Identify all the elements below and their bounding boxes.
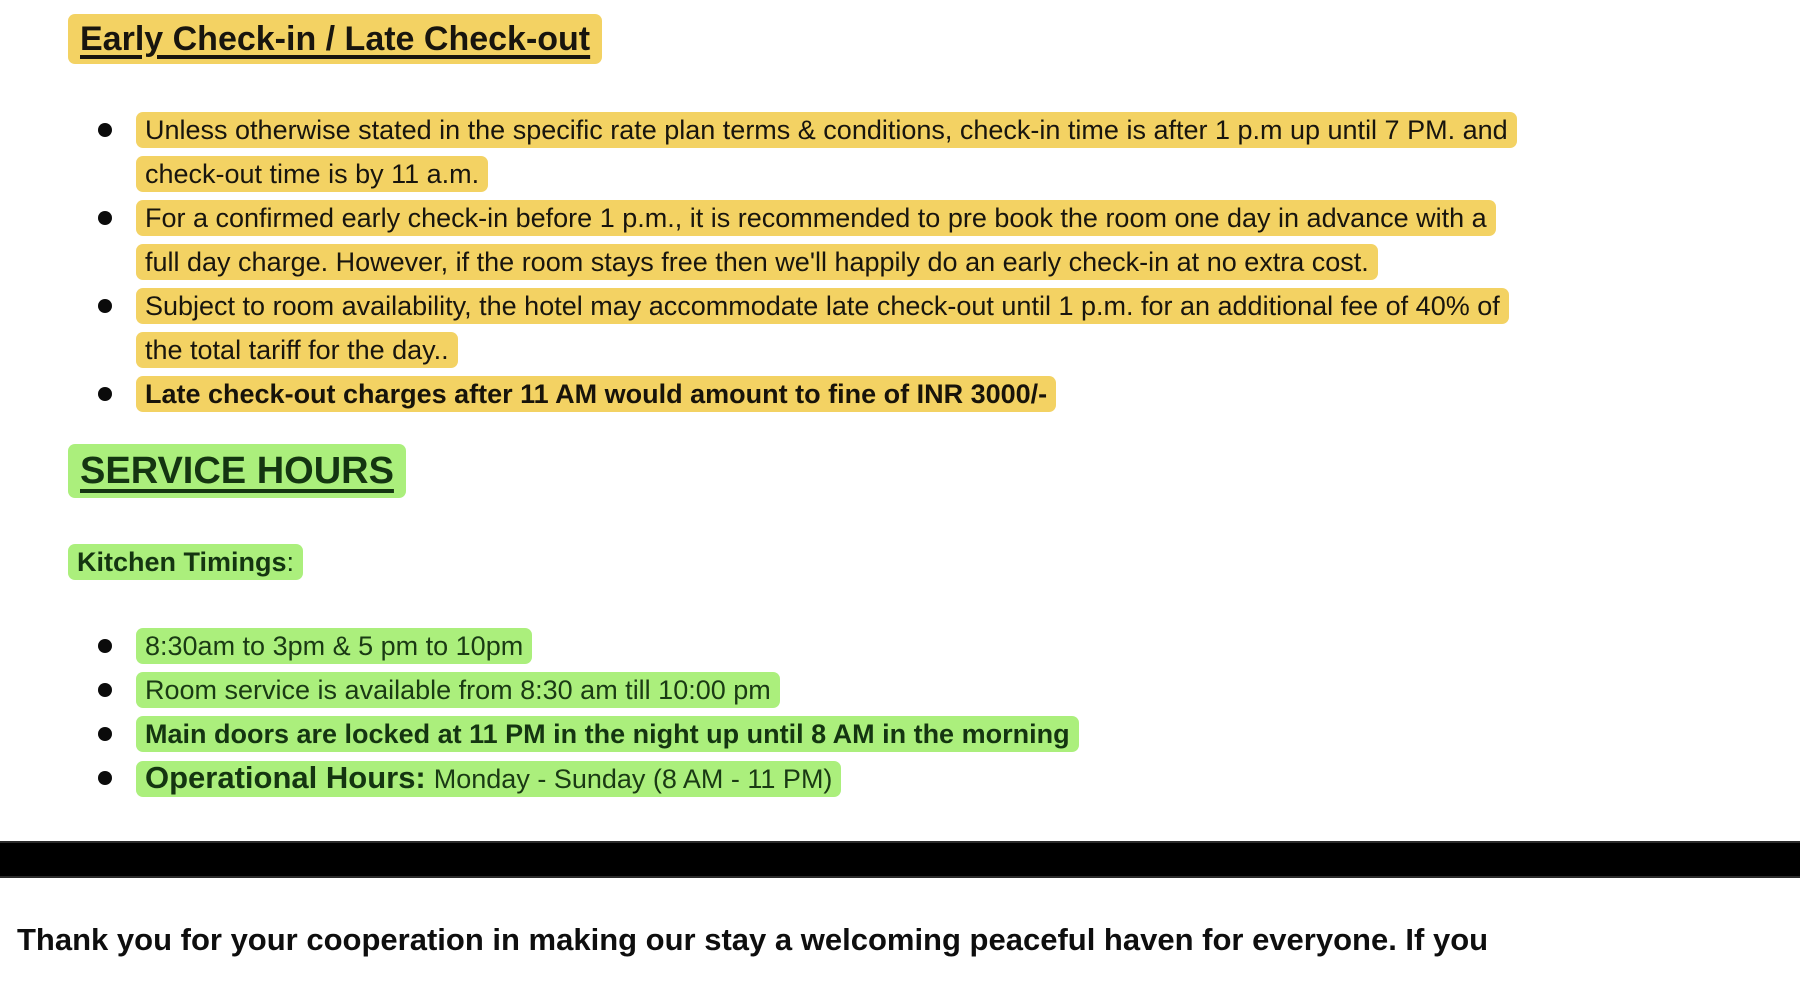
service-bullet-2-text: Room service is available from 8:30 am till 10:00 pm <box>136 672 780 708</box>
checkin-bullet-4-text: Late check-out charges after 11 AM would amount to fine of INR 3000/- <box>136 376 1056 412</box>
service-hours-heading <box>68 444 1800 498</box>
checkin-bullet-2 <box>68 196 1516 284</box>
service-bullet-3 <box>68 712 1516 756</box>
service-bullet-1 <box>68 624 1516 668</box>
checkin-bullet-1 <box>68 108 1516 196</box>
service-bullet-3-text: Main doors are locked at 11 PM in the night up until 8 AM in the morning <box>136 716 1079 752</box>
kitchen-timings-label <box>68 542 1800 582</box>
operational-hours-value: Monday - Sunday (8 AM - 11 PM) <box>433 764 833 794</box>
checkin-bullet-3 <box>68 284 1516 372</box>
service-bullet-operational <box>68 756 1516 801</box>
black-divider-bar <box>0 841 1800 878</box>
checkin-heading <box>68 15 1800 63</box>
footer-section <box>0 878 1800 961</box>
checkin-bullet-4 <box>68 372 1516 416</box>
checkin-bullet-list <box>68 108 1516 416</box>
checkin-bullet-2-text: For a confirmed early check-in before 1 p.m., it is recommended to pre book the room one day in advance with a full day charge. However, if the room stays free then we'll happily do an early check-in at no extra cost. <box>136 200 1496 280</box>
service-bullet-list <box>68 624 1516 801</box>
checkin-bullet-3-text: Subject to room availability, the hotel may accommodate late check-out until 1 p.m. for an additional fee of 40% of the total tariff for the day.. <box>136 288 1509 368</box>
service-bullet-2 <box>68 668 1516 712</box>
operational-hours-highlight <box>136 761 841 797</box>
kitchen-timings-colon: : <box>286 547 295 577</box>
checkin-bullet-1-text: Unless otherwise stated in the specific rate plan terms & conditions, check-in time is after 1 p.m up until 7 PM. and check-out time is by 11 a.m. <box>136 112 1517 192</box>
service-hours-heading-text: SERVICE HOURS <box>68 444 406 498</box>
kitchen-timings-text: Kitchen Timings <box>77 547 287 577</box>
kitchen-timings-highlight <box>68 544 303 580</box>
checkin-heading-text: Early Check-in / Late Check-out <box>68 14 602 64</box>
operational-hours-label: Operational Hours: <box>145 760 426 795</box>
footer-text: Thank you for your cooperation in making our stay a welcoming peaceful haven for everyone. If you <box>17 922 1489 957</box>
service-bullet-1-text: 8:30am to 3pm & 5 pm to 10pm <box>136 628 532 664</box>
